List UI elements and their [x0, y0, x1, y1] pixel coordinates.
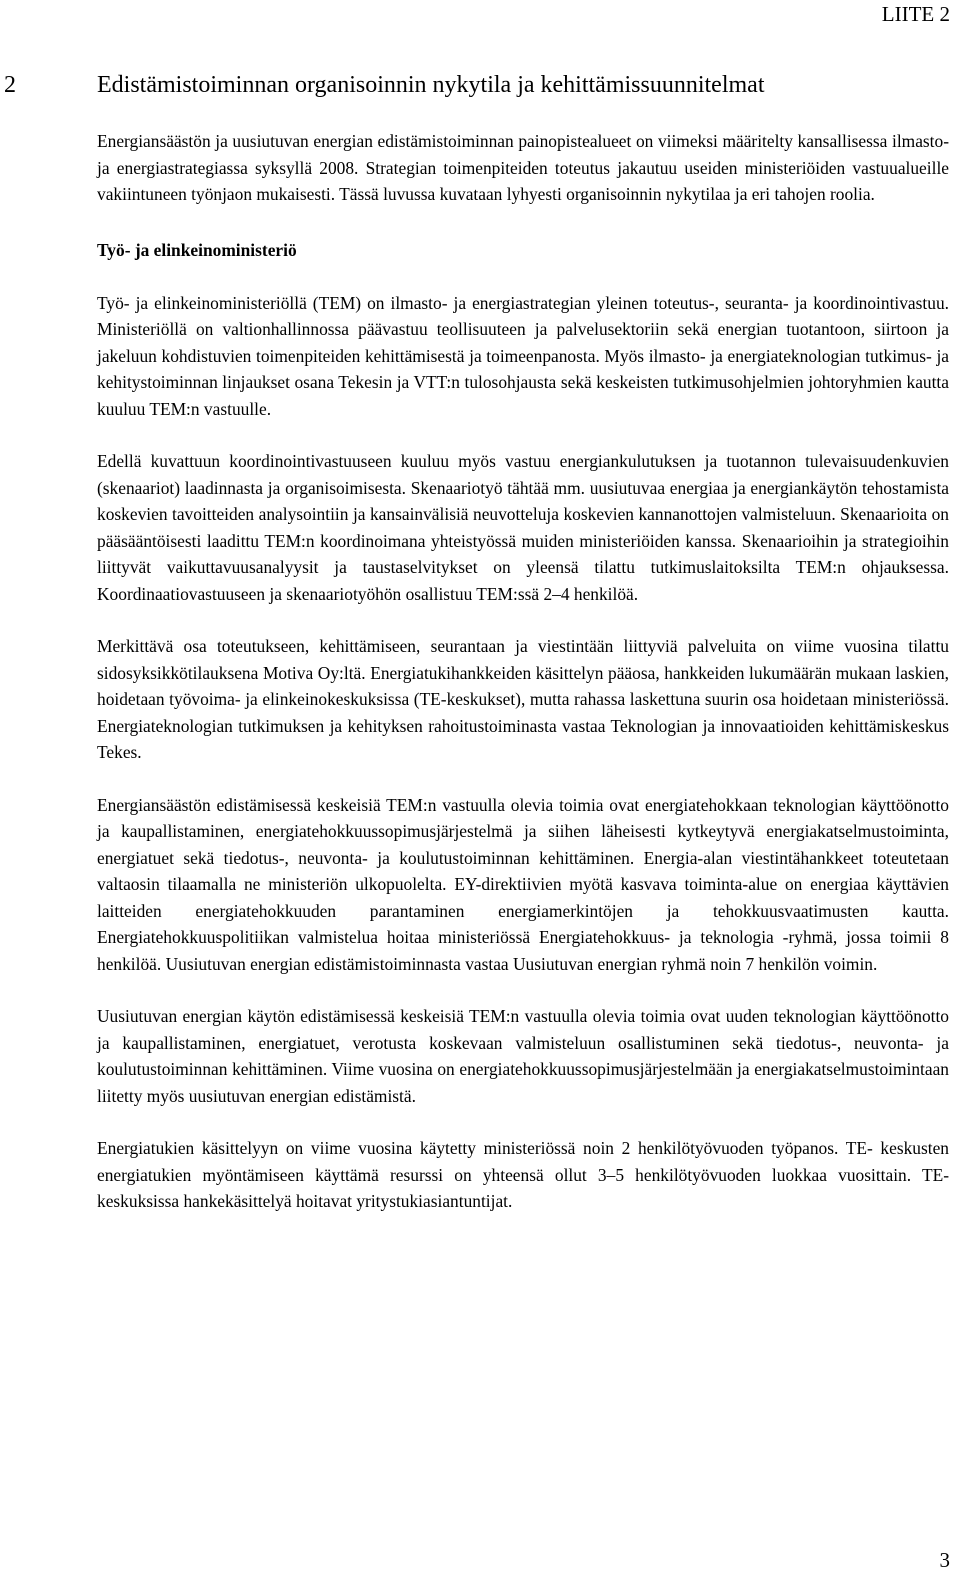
appendix-label: LIITE 2: [881, 2, 950, 26]
section-paragraph: Edellä kuvattuun koordinointivastuuseen kuuluu myös vastuu energiankulutuksen ja tuotannon tulevaisuudenkuvien (skenaariot) laadinnasta ja organisoimisesta. Skenaariotyö tähtää mm. uusiutuvaa energiaa ja energiankäytön tehostamista koskevien tavoitteiden analysointiin ja kansainvälisiä neuvotteluja koskevien kannanottojen valmisteluun. Skenaarioita on pääsääntöisesti laadittu TEM:n koordinoimana yhteistyössä muiden ministeriöiden kanssa. Skenaarioihin ja strategioihin liittyvät vaikuttavuusanalyysit ja taustaselvitykset on yleensä tilattu tutkimuslaitoksilta TEM:n ohjauksessa. Koordinaatiovastuuseen ja skenaariotyöhön osallistuu TEM:ssä 2–4 henkilöä.: [97, 451, 949, 604]
section-paragraph: Uusiutuvan energian käytön edistämisessä keskeisiä TEM:n vastuulla olevia toimia ovat uuden teknologian käyttöönotto ja kaupallistaminen, energiatuet, verotusta koskevaan valmisteluun osallistuminen sekä tiedotus-, neuvonta- ja koulutustoiminnan kehittäminen. Viime vuosina on energiatehokkuussopimusjärjestelmään ja energiakatselmustoimintaan liitetty myös uusiutuvan energian edistämistä.: [97, 1006, 949, 1106]
section-paragraph: Työ- ja elinkeinoministeriöllä (TEM) on ilmasto- ja energiastrategian yleinen toteutus-, seuranta- ja koordinointivastuu. Ministeriöllä on valtionhallinnossa päävastuu teollisuuteen ja palvelusektoriin sekä energian tuotantoon, siirtoon ja jakeluun kohdistuvien toimenpiteiden kehittämisestä ja toimeenpanosta. Myös ilmasto- ja energiateknologian tutkimus- ja kehitystoiminnan linjaukset osana Tekesin ja VTT:n tulosohjausta sekä keskeisten tutkimusohjelmien johtoryhmien kautta kuuluu TEM:n vastuulle.: [97, 292, 949, 419]
chapter-title: Edistämistoiminnan organisoinnin nykytila ja kehittämissuunnitelmat: [97, 72, 765, 98]
chapter-number: 2: [4, 72, 16, 98]
section-heading: Työ- ja elinkeinoministeriö: [97, 239, 297, 260]
section-paragraph: Energiatukien käsittelyyn on viime vuosina käytetty ministeriössä noin 2 henkilötyövuoden työpanos. TE- keskusten energiatukien myöntämiseen käyttämä resurssi on yhteensä ollut 3–5 henkilötyövuoden luokkaa vuosittain. TE-keskuksissa hankekäsittelyä hoitavat yritystukiasiantuntijat.: [97, 1138, 949, 1211]
chapter-body: [97, 128, 949, 1215]
section-paragraph: Merkittävä osa toteutukseen, kehittämiseen, seurantaan ja viestintään liittyviä palveluita on viime vuosina tilattu sidosyksikkötilauksena Motiva Oy:ltä. Energiatukihankkeiden käsittelyn pääosa, hankkeiden lukumäärän mukaan laskien, hoidetaan työvoima- ja elinkeinokeskuksissa (TE-keskukset), mutta rahassa laskettuna suurin osa hoidetaan ministeriössä. Energiateknologian tutkimuksen ja kehityksen rahoitustoiminasta vastaa Teknologian ja innovaatioiden kehittämiskeskus Tekes.: [97, 636, 949, 762]
section-paragraph: Energiansäästön edistämisessä keskeisiä TEM:n vastuulla olevia toimia ovat energiatehokkaan teknologian käyttöönotto ja kaupallistaminen, energiatehokkuussopimusjärjestelmä ja siihen läheisesti kytkeytyvä energiakatselmustoiminta, energiatuet sekä tiedotus-, neuvonta- ja koulutustoiminnan kehittäminen. Energia-alan viestintähankkeet toteutetaan valtaosin tilaamalla ne ministeriön ulkopuolelta. EY-direktiivien myötä kasvava toiminta-alue on energiaa käyttävien laitteiden energiatehokkuuden parantaminen energiamerkintöjen ja tehokkuusvaatimusten kautta. Energiatehokkuuspolitiikan valmistelua hoitaa ministeriössä Energiatehokkuus- ja teknologia -ryhmä, jossa toimii 8 henkilöä. Uusiutuvan energian edistämistoiminnasta vastaa Uusiutuvan energian ryhmä noin 7 henkilön voimin.: [97, 794, 949, 974]
page-number: 3: [939, 1548, 950, 1572]
intro-paragraph: Energiansäästön ja uusiutuvan energian edistämistoiminnan painopistealueet on viimeksi määritelty kansallisessa ilmasto- ja energiastrategiassa syksyllä 2008. Strategian toimenpiteiden toteutus jakautuu useiden ministeriöiden vastuualueille vakiintuneen työnjaon mukaisesti. Tässä luvussa kuvataan lyhyesti organisoinnin nykytilaa ja eri tahojen roolia.: [97, 131, 949, 204]
